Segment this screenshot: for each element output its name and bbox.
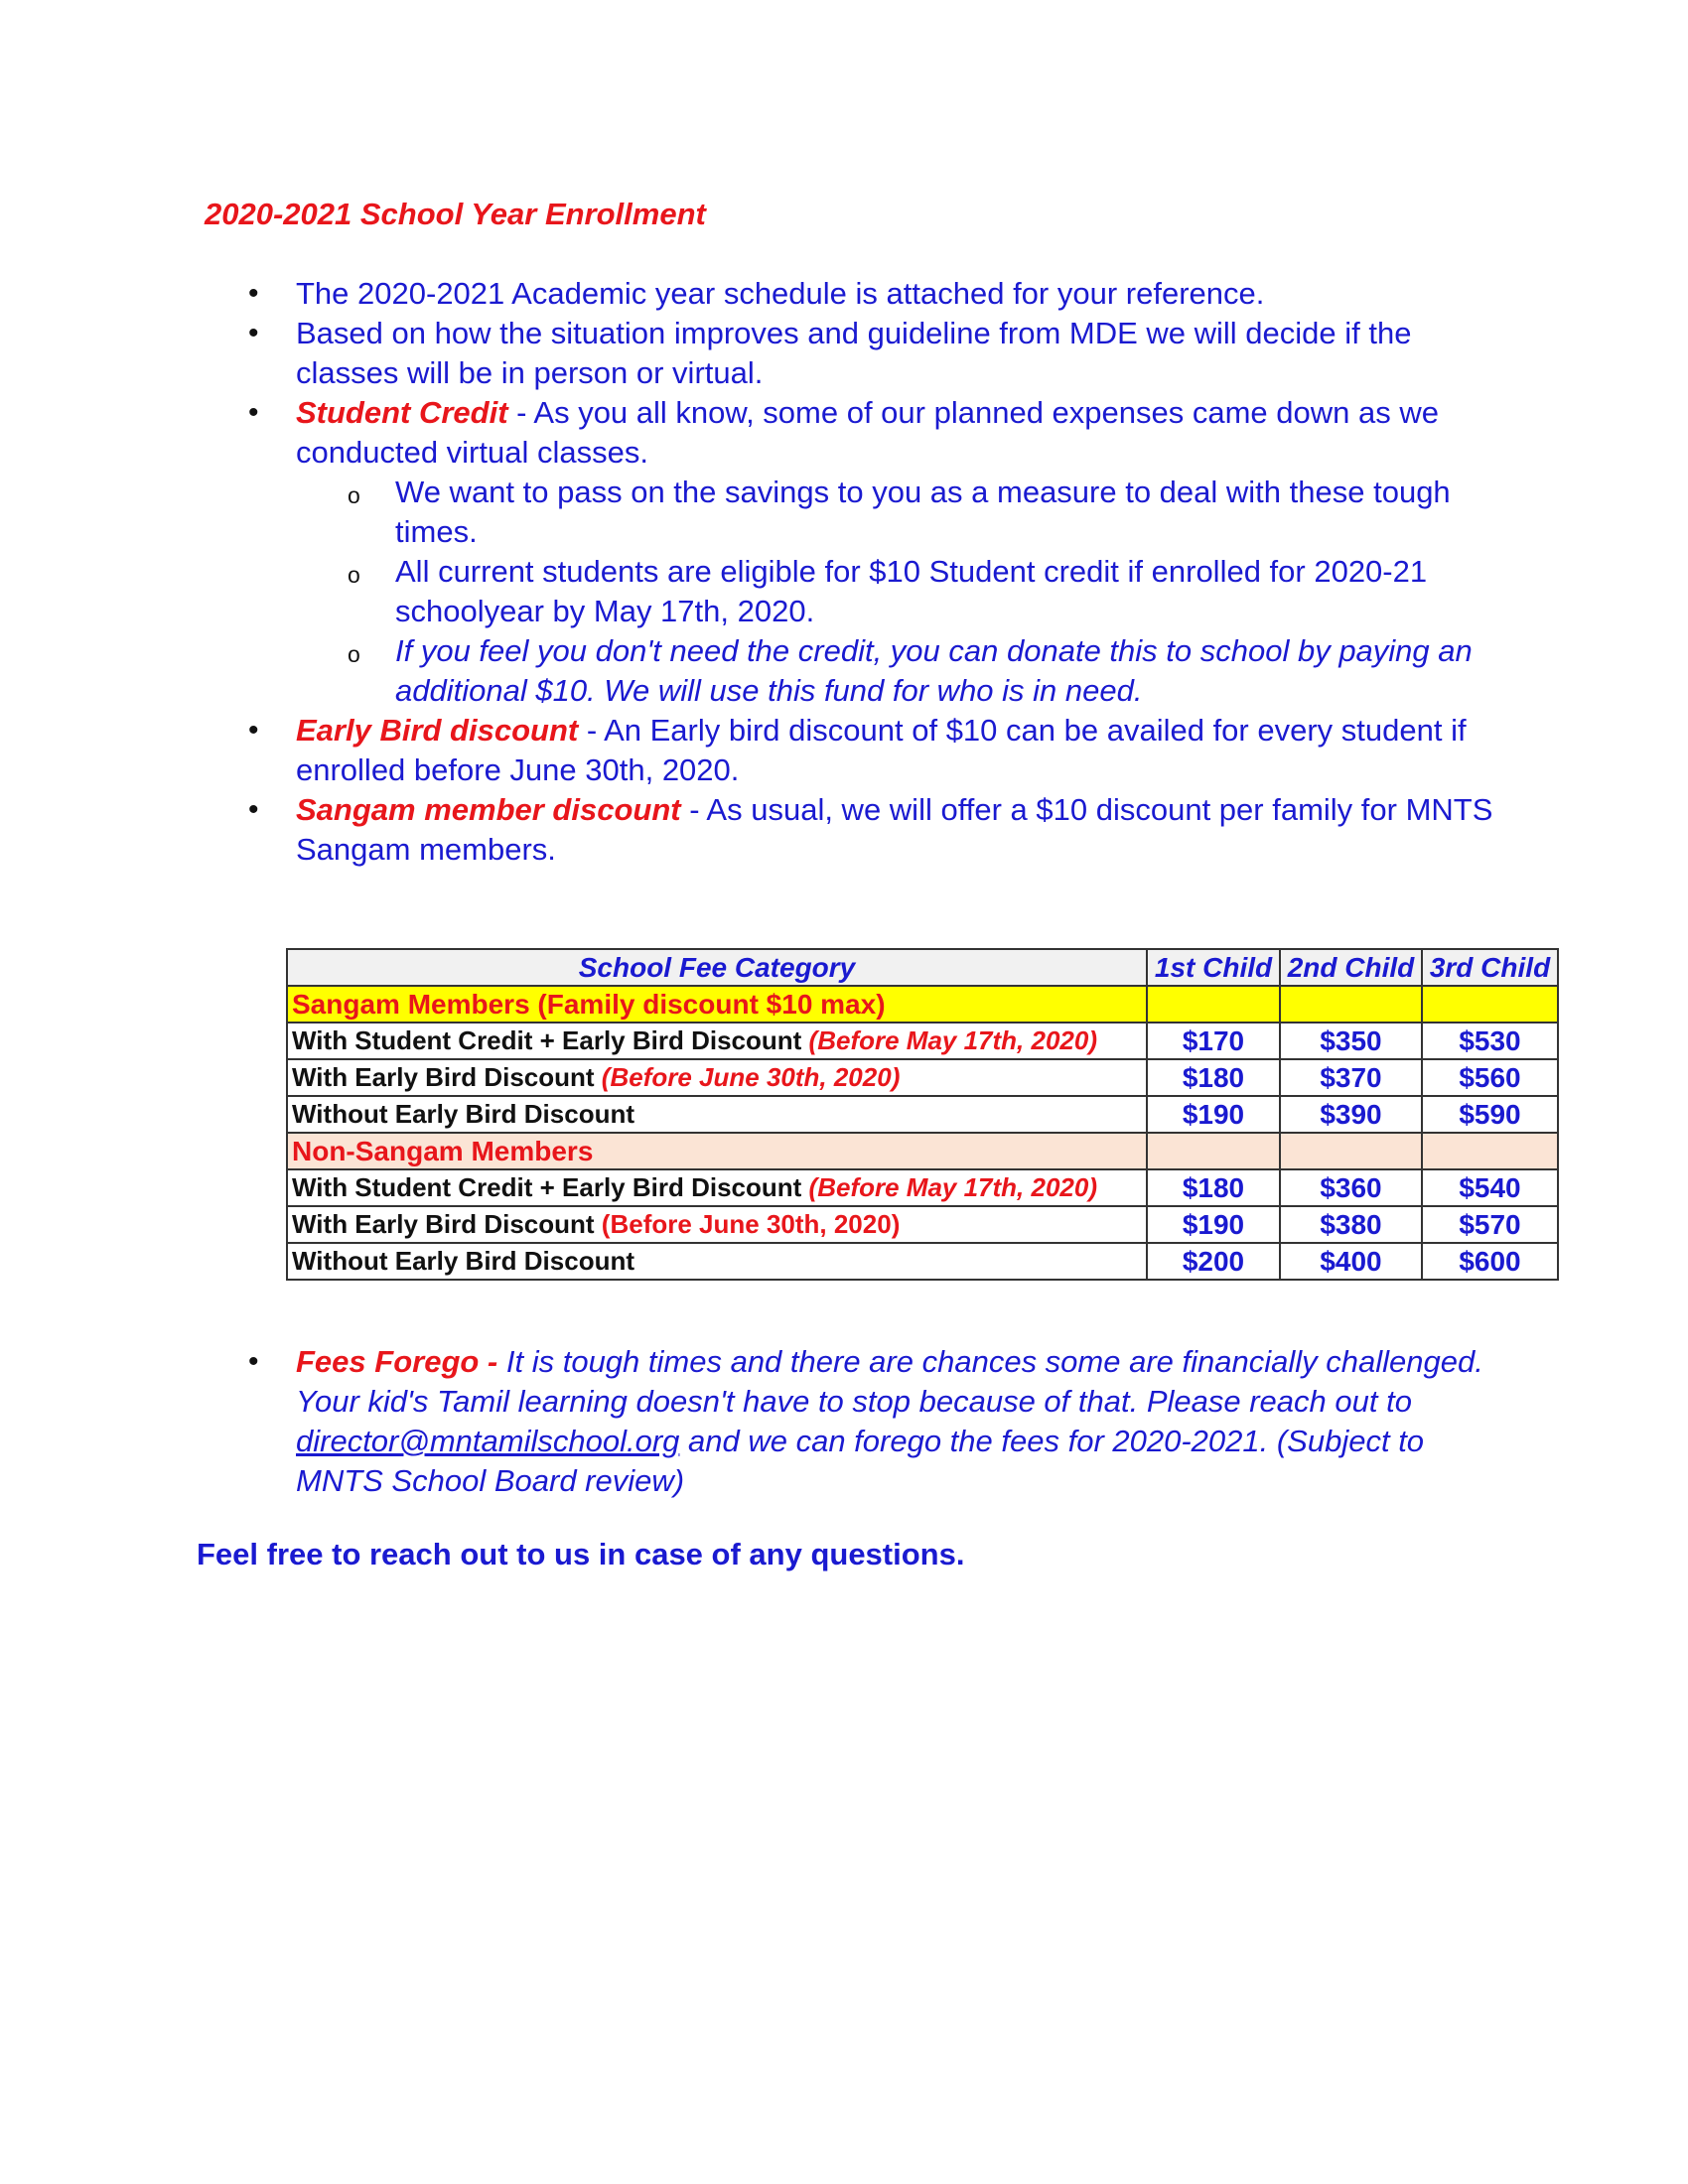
fee-2nd-child: $390 bbox=[1280, 1096, 1422, 1133]
sub-item-eligibility bbox=[296, 552, 1499, 631]
bullet-class-mode-text: Based on how the situation improves and guideline from MDE we will decide if the classes will be in person or virtual. bbox=[296, 316, 1412, 390]
row-label: With Student Credit + Early Bird Discount (Before May 17th, 2020) bbox=[287, 1169, 1147, 1206]
closing-note: Feel free to reach out to us in case of any questions. bbox=[197, 1537, 965, 1571]
early-bird-label: Early Bird discount bbox=[296, 713, 579, 748]
fee-1st-child: $200 bbox=[1147, 1243, 1280, 1280]
group-row-non-sangam bbox=[287, 1133, 1558, 1169]
fee-3rd-child: $600 bbox=[1422, 1243, 1558, 1280]
sub-item-donate bbox=[296, 631, 1499, 711]
table-row bbox=[287, 1243, 1558, 1280]
fee-2nd-child: $350 bbox=[1280, 1023, 1422, 1059]
fees-forego-text: It is tough times and there are chances some are financially challenged. Your kid's Tamil learning doesn't have to stop because of that. Please reach out to bbox=[296, 1344, 1483, 1419]
header-category: School Fee Category bbox=[287, 949, 1147, 986]
student-credit-label: Student Credit bbox=[296, 395, 508, 430]
early-bird-text: - An Early bird discount of $10 can be availed for every student if enrolled before June 30th, 2020. bbox=[296, 713, 1467, 787]
header-2nd-child: 2nd Child bbox=[1280, 949, 1422, 986]
fee-1st-child: $190 bbox=[1147, 1206, 1280, 1243]
director-email-link[interactable]: director@mntamilschool.org bbox=[296, 1424, 680, 1458]
group-label-non-sangam: Non-Sangam Members bbox=[287, 1133, 1147, 1169]
fee-2nd-child: $400 bbox=[1280, 1243, 1422, 1280]
fee-1st-child: $170 bbox=[1147, 1023, 1280, 1059]
fee-table bbox=[286, 948, 1559, 1281]
page-title: 2020-2021 School Year Enrollment bbox=[205, 197, 706, 231]
fee-1st-child: $180 bbox=[1147, 1169, 1280, 1206]
row-label: Without Early Bird Discount bbox=[287, 1096, 1147, 1133]
sub-item-eligibility-text: All current students are eligible for $10 Student credit if enrolled for 2020-21 schoolyear by May 17th, 2020. bbox=[395, 554, 1428, 628]
bullet-sangam-discount bbox=[248, 790, 1499, 870]
fee-3rd-child: $560 bbox=[1422, 1059, 1558, 1096]
group-row-sangam bbox=[287, 986, 1558, 1023]
row-label: With Early Bird Discount (Before June 30th, 2020) bbox=[287, 1206, 1147, 1243]
sangam-discount-label: Sangam member discount bbox=[296, 792, 681, 827]
bullet-fees-forego bbox=[248, 1342, 1499, 1501]
fee-3rd-child: $570 bbox=[1422, 1206, 1558, 1243]
fee-3rd-child: $530 bbox=[1422, 1023, 1558, 1059]
row-note: (Before May 17th, 2020) bbox=[808, 1172, 1097, 1202]
table-row bbox=[287, 1096, 1558, 1133]
sangam-discount-text: - As usual, we will offer a $10 discount per family for MNTS Sangam members. bbox=[296, 792, 1493, 867]
header-1st-child: 1st Child bbox=[1147, 949, 1280, 986]
table-row bbox=[287, 1206, 1558, 1243]
bullet-schedule bbox=[248, 274, 1499, 314]
fee-1st-child: $190 bbox=[1147, 1096, 1280, 1133]
header-3rd-child: 3rd Child bbox=[1422, 949, 1558, 986]
row-note: (Before May 17th, 2020) bbox=[808, 1025, 1097, 1055]
fee-3rd-child: $590 bbox=[1422, 1096, 1558, 1133]
row-note: (Before June 30th, 2020) bbox=[601, 1209, 901, 1239]
table-row bbox=[287, 1169, 1558, 1206]
bullet-class-mode bbox=[248, 314, 1499, 393]
table-row bbox=[287, 1023, 1558, 1059]
row-note: (Before June 30th, 2020) bbox=[601, 1062, 901, 1092]
fee-2nd-child: $370 bbox=[1280, 1059, 1422, 1096]
group-label-sangam: Sangam Members (Family discount $10 max) bbox=[287, 986, 1147, 1023]
fees-forego-text-end: and we can forego the fees for 2020-2021. (Subject to MNTS School Board review) bbox=[296, 1424, 1425, 1498]
fee-3rd-child: $540 bbox=[1422, 1169, 1558, 1206]
sub-item-savings bbox=[296, 473, 1499, 552]
bullet-early-bird bbox=[248, 711, 1499, 790]
student-credit-sublist bbox=[296, 473, 1499, 711]
row-label: With Early Bird Discount (Before June 30th, 2020) bbox=[287, 1059, 1147, 1096]
fee-2nd-child: $360 bbox=[1280, 1169, 1422, 1206]
fee-table-header-row bbox=[287, 949, 1558, 986]
row-label: Without Early Bird Discount bbox=[287, 1243, 1147, 1280]
bullet-schedule-text: The 2020-2021 Academic year schedule is attached for your reference. bbox=[296, 276, 1265, 311]
fee-2nd-child: $380 bbox=[1280, 1206, 1422, 1243]
sub-item-donate-text: If you feel you don't need the credit, you can donate this to school by paying an additional $10. We will use this fund for who is in need. bbox=[395, 633, 1473, 708]
fees-forego-label: Fees Forego - bbox=[296, 1344, 506, 1379]
bullet-student-credit bbox=[248, 393, 1499, 711]
table-row bbox=[287, 1059, 1558, 1096]
fee-1st-child: $180 bbox=[1147, 1059, 1280, 1096]
row-label: With Student Credit + Early Bird Discount (Before May 17th, 2020) bbox=[287, 1023, 1147, 1059]
info-bullet-list bbox=[248, 274, 1499, 870]
forego-bullet-list bbox=[248, 1342, 1499, 1501]
sub-item-savings-text: We want to pass on the savings to you as a measure to deal with these tough times. bbox=[395, 475, 1451, 549]
student-credit-text: - As you all know, some of our planned expenses came down as we conducted virtual classes. bbox=[296, 395, 1439, 470]
